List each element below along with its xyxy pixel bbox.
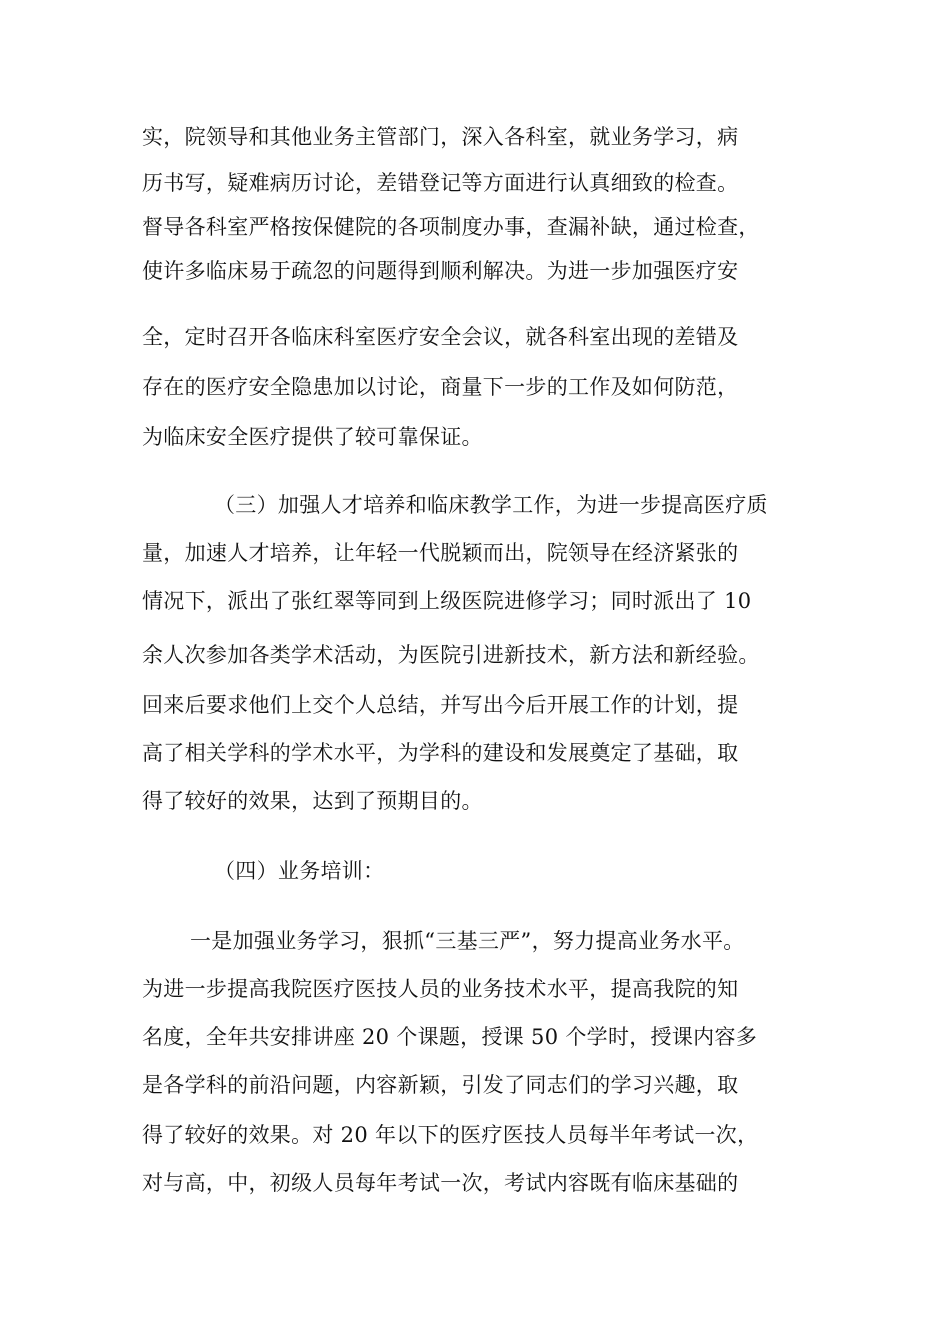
text-line: 高了相关学科的学术水平，为学科的建设和发展奠定了基础，取 [142,741,739,765]
text-line: 督导各科室严格按保健院的各项制度办事，查漏补缺，通过检查， [142,215,760,239]
section-heading: （四）业务培训： [214,859,385,883]
text-line: 对与高，中，初级人员每年考试一次，考试内容既有临床基础的 [142,1171,739,1195]
text-line: 名度，全年共安排讲座 20 个课题，授课 50 个学时，授课内容多 [142,1025,758,1049]
text-line: 是各学科的前沿问题，内容新颖，引发了同志们的学习兴趣，取 [142,1073,739,1097]
text-line: （三）加强人才培养和临床教学工作，为进一步提高医疗质 [214,493,768,517]
text-line: 为临床安全医疗提供了较可靠保证。 [142,425,483,449]
text-line: 全，定时召开各临床科室医疗安全会议，就各科室出现的差错及 [142,325,739,349]
text-line: 得了较好的效果，达到了预期目的。 [142,789,483,813]
text-line: 存在的医疗安全隐患加以讨论，商量下一步的工作及如何防范， [142,375,739,399]
text-line: 余人次参加各类学术活动，为医院引进新技术，新方法和新经验。 [142,643,760,667]
text-line: 一是加强业务学习，狠抓“三基三严”，努力提高业务水平。 [190,929,745,953]
text-line: 使许多临床易于疏忽的问题得到顺利解决。为进一步加强医疗安 [142,259,739,283]
text-line: 量，加速人才培养，让年轻一代脱颖而出，院领导在经济紧张的 [142,541,739,565]
text-line: 实，院领导和其他业务主管部门，深入各科室，就业务学习，病 [142,125,739,149]
text-line: 情况下，派出了张红翠等同到上级医院进修学习；同时派出了 10 [142,589,752,613]
text-line: 历书写，疑难病历讨论，差错登记等方面进行认真细致的检查。 [142,171,739,195]
text-line: 回来后要求他们上交个人总结，并写出今后开展工作的计划，提 [142,693,739,717]
text-line: 得了较好的效果。对 20 年以下的医疗医技人员每半年考试一次， [142,1123,759,1147]
text-line: 为进一步提高我院医疗医技人员的业务技术水平，提高我院的知 [142,977,739,1001]
